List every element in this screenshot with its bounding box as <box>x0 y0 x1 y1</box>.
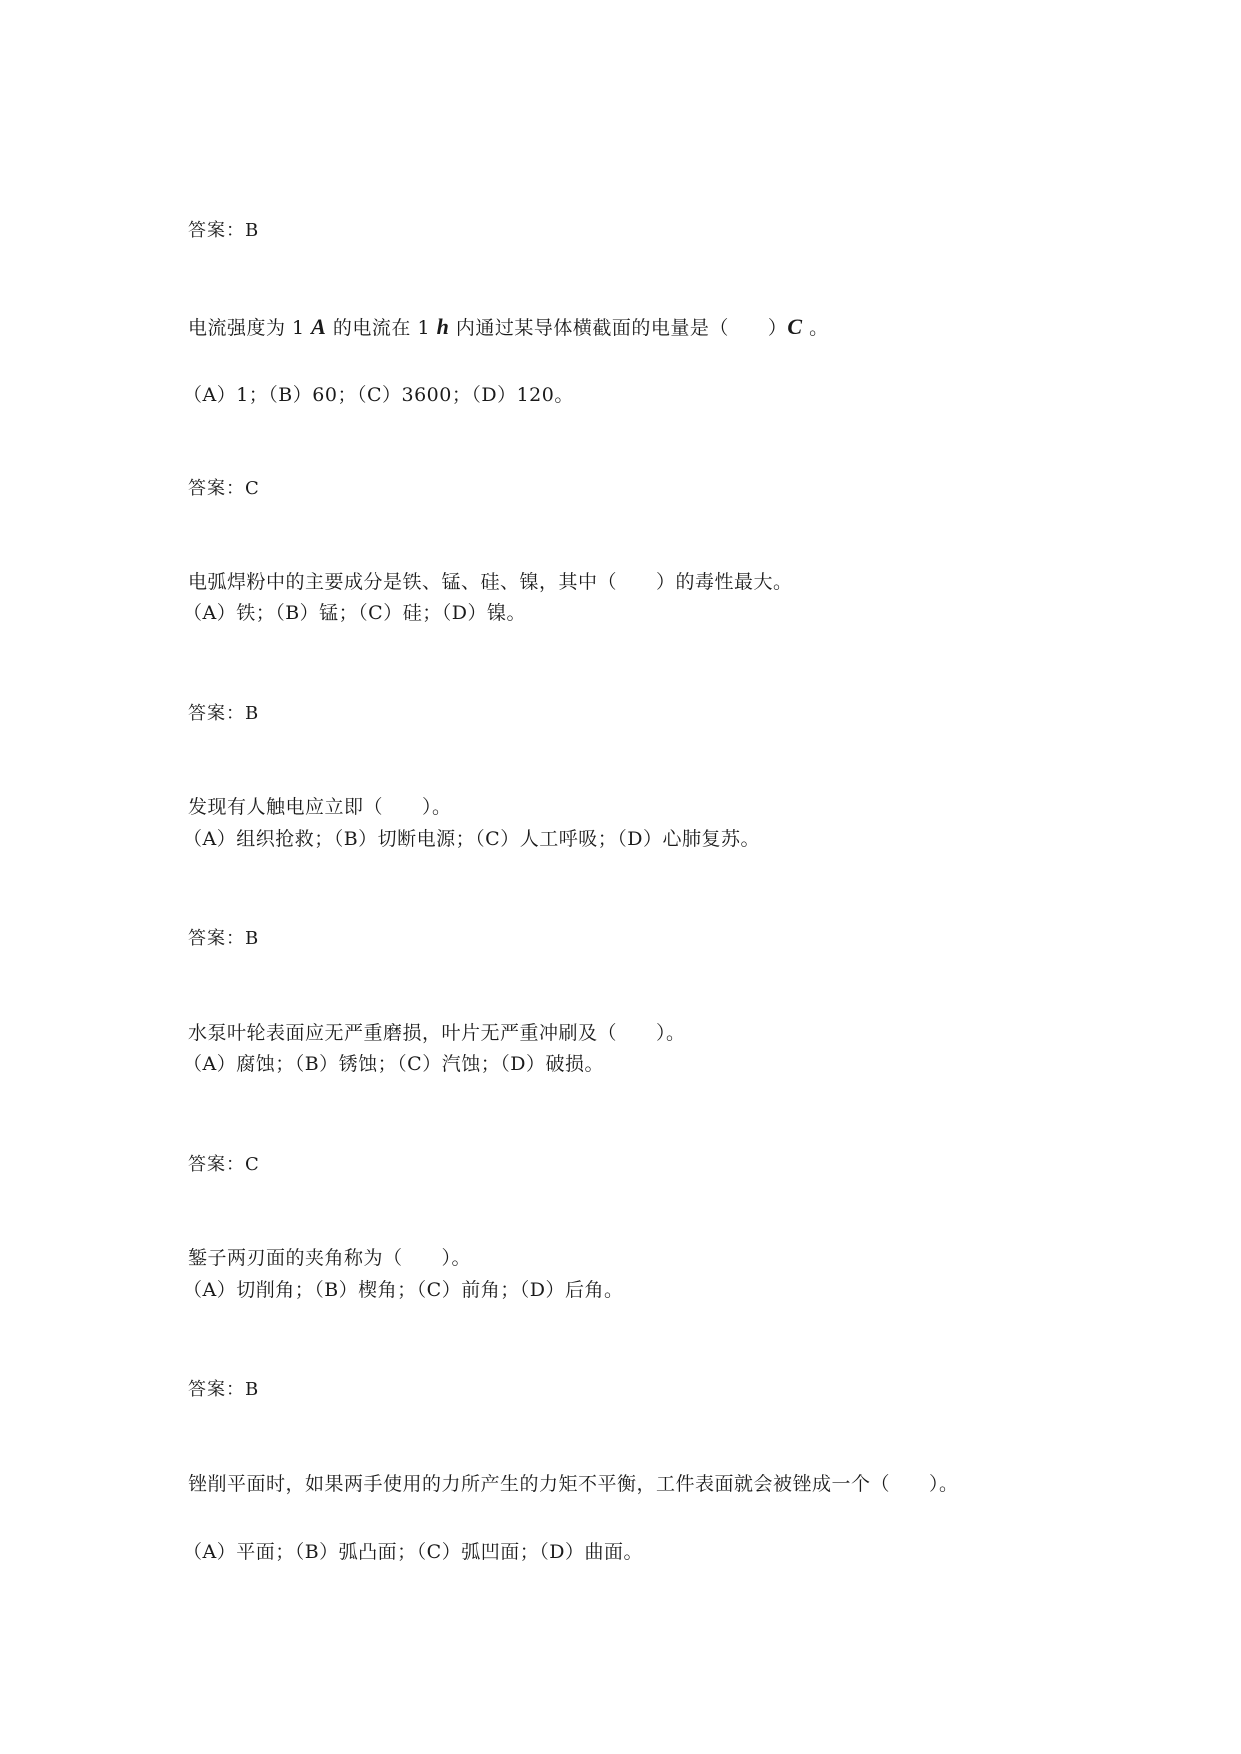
options-text: （A）平面；（B）弧凸面；（C）弧凹面；（D）曲面。 <box>183 1541 643 1563</box>
answer-text: 答案：C <box>188 1154 260 1175</box>
unit-symbol-coulomb: C <box>787 314 803 339</box>
question-text <box>188 315 829 340</box>
unit-symbol-ampere: A <box>311 314 327 339</box>
options-text: （A）组织抢救；（B）切断电源；（C）人工呼吸；（D）心肺复苏。 <box>183 828 760 850</box>
question-text: 錾子两刃面的夹角称为（ ）。 <box>188 1247 472 1269</box>
question-text: 水泵叶轮表面应无严重磨损，叶片无严重冲刷及（ ）。 <box>188 1022 686 1044</box>
question-text-part: 的电流在 1 <box>326 317 437 339</box>
question-text: 发现有人触电应立即（ ）。 <box>188 796 452 818</box>
answer-text: 答案：C <box>188 478 260 499</box>
options-text: （A）1；（B）60；（C）3600；（D）120。 <box>183 384 574 406</box>
options-text: （A）腐蚀；（B）锈蚀；（C）汽蚀；（D）破损。 <box>183 1053 604 1075</box>
question-text: 电弧焊粉中的主要成分是铁、锰、硅、镍，其中（ ）的毒性最大。 <box>188 571 793 593</box>
question-text-part: 内通过某导体横截面的电量是（ ） <box>449 317 788 339</box>
options-text: （A）铁；（B）锰；（C）硅；（D）镍。 <box>183 602 526 624</box>
question-text: 锉削平面时，如果两手使用的力所产生的力矩不平衡，工件表面就会被锉成一个（ ）。 <box>188 1473 959 1495</box>
options-text: （A）切削角；（B）楔角；（C）前角；（D）后角。 <box>183 1279 624 1301</box>
answer-text: 答案：B <box>188 703 260 724</box>
question-text-part: 。 <box>802 317 829 339</box>
answer-text: 答案：B <box>188 1379 260 1400</box>
question-text-part: 电流强度为 1 <box>188 317 312 339</box>
answer-text: 答案：B <box>188 220 260 241</box>
unit-symbol-hour: h <box>436 314 450 339</box>
answer-text: 答案：B <box>188 928 260 949</box>
